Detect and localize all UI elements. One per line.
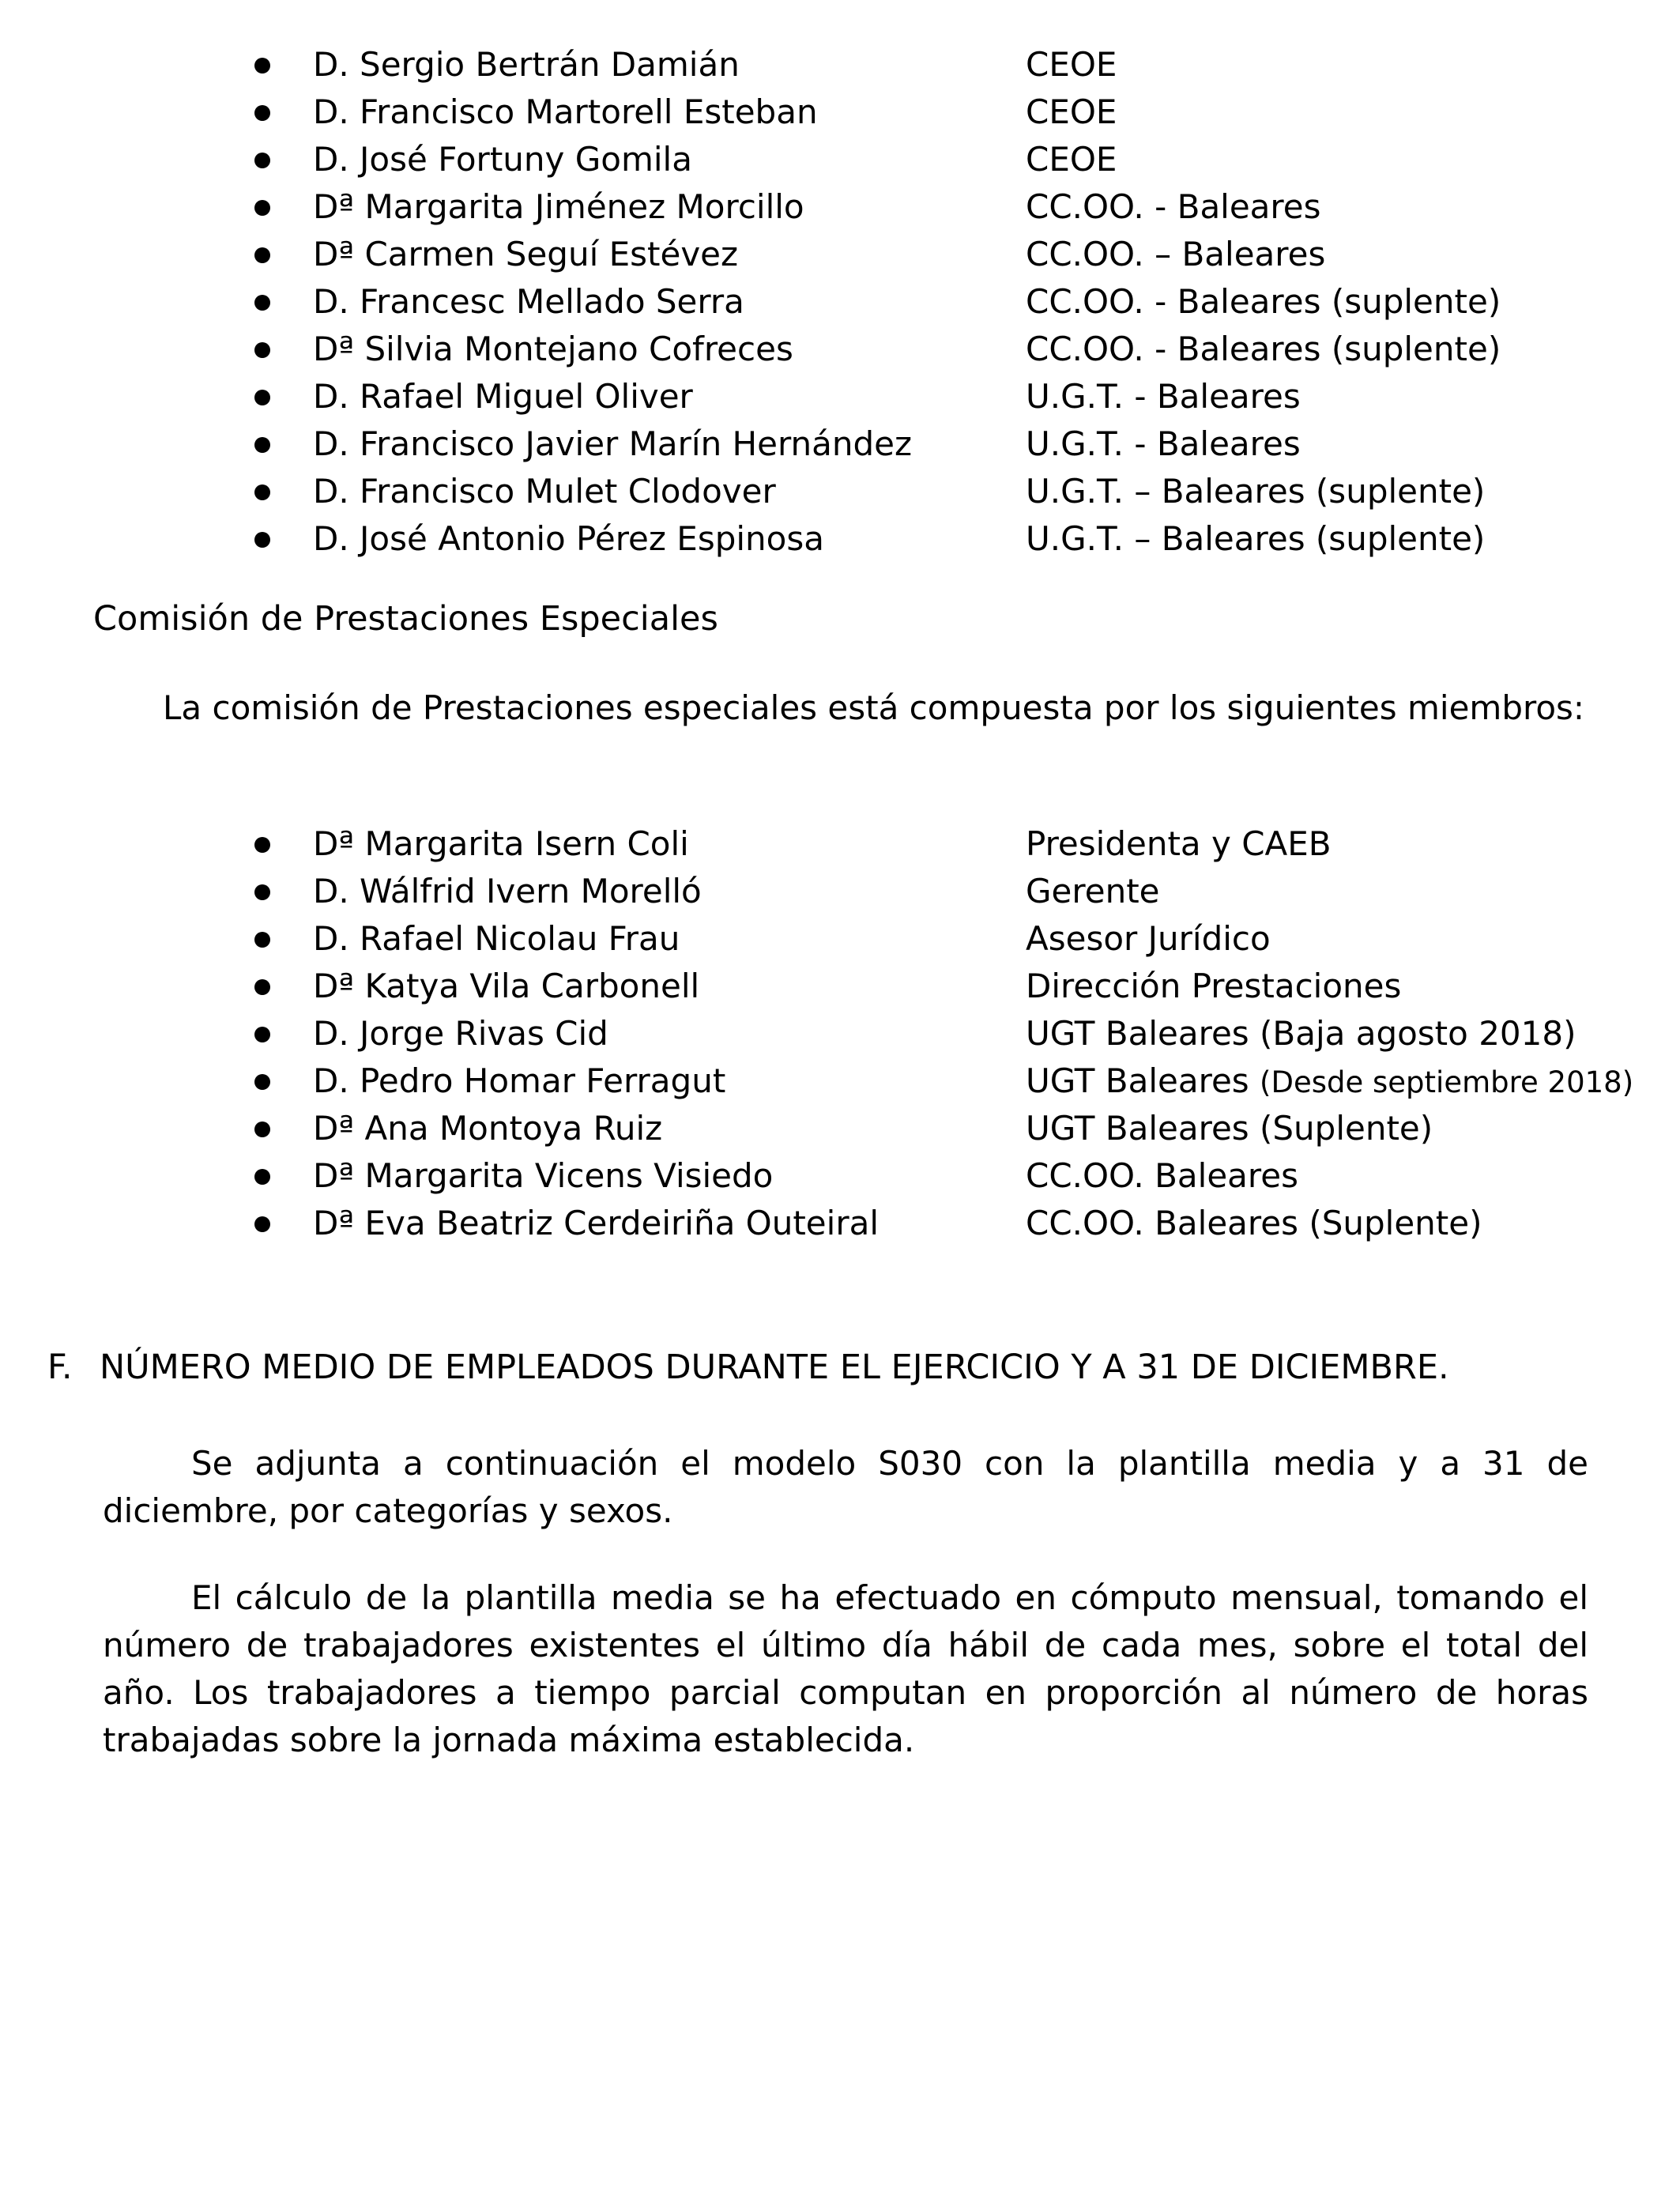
bullet-icon: [254, 342, 270, 358]
bullet-icon: [254, 932, 270, 948]
member-role: UGT Baleares (Suplente): [1026, 1109, 1433, 1148]
member-name: D. Francisco Martorell Esteban: [313, 92, 818, 131]
list-item: [0, 420, 1680, 468]
bullet-icon: [254, 200, 270, 216]
member-name: Dª Margarita Jiménez Morcillo: [313, 187, 804, 226]
first-member-list: [0, 41, 1680, 563]
member-role: CC.OO. Baleares (Suplente): [1026, 1204, 1482, 1242]
member-name: D. Rafael Nicolau Frau: [313, 919, 680, 958]
list-item: [0, 1057, 1680, 1105]
member-name: Dª Ana Montoya Ruiz: [313, 1109, 663, 1148]
list-item: [0, 515, 1680, 563]
list-item: [0, 183, 1680, 231]
member-role: U.G.T. - Baleares: [1026, 424, 1301, 463]
list-item: [0, 868, 1680, 915]
list-item: [0, 1010, 1680, 1057]
member-role: CC.OO. - Baleares (suplente): [1026, 330, 1501, 368]
list-item: [0, 41, 1680, 89]
member-name: D. Pedro Homar Ferragut: [313, 1061, 726, 1100]
list-item: [0, 1152, 1680, 1200]
list-item: [0, 820, 1680, 868]
bullet-icon: [254, 1027, 270, 1042]
bullet-icon: [254, 1216, 270, 1232]
bullet-icon: [254, 884, 270, 900]
bullet-icon: [254, 979, 270, 995]
member-role: Dirección Prestaciones: [1026, 967, 1402, 1005]
section-f-heading-text: NÚMERO MEDIO DE EMPLEADOS DURANTE EL EJERCICIO Y A 31 DE DICIEMBRE.: [100, 1348, 1449, 1387]
bullet-icon: [254, 247, 270, 263]
member-name: D. Sergio Bertrán Damián: [313, 45, 740, 84]
member-role: CEOE: [1026, 92, 1117, 131]
member-name: D. Jorge Rivas Cid: [313, 1014, 608, 1053]
member-role: UGT Baleares (Desde septiembre 2018): [1026, 1061, 1634, 1100]
member-role: U.G.T. – Baleares (suplente): [1026, 519, 1486, 558]
member-role: CC.OO. - Baleares (suplente): [1026, 282, 1501, 321]
member-name: Dª Margarita Vicens Visiedo: [313, 1156, 774, 1195]
list-item: [0, 89, 1680, 136]
list-item: [0, 136, 1680, 183]
special-commission-member-list: [0, 820, 1680, 1247]
member-name: D. José Antonio Pérez Espinosa: [313, 519, 824, 558]
member-role: U.G.T. – Baleares (suplente): [1026, 472, 1486, 511]
member-name: D. Francisco Mulet Clodover: [313, 472, 776, 511]
list-item: [0, 1200, 1680, 1247]
bullet-icon: [254, 105, 270, 121]
member-role: CEOE: [1026, 45, 1117, 84]
bullet-icon: [254, 390, 270, 405]
bullet-icon: [254, 532, 270, 548]
member-role: CEOE: [1026, 140, 1117, 179]
list-item: [0, 231, 1680, 278]
list-item: [0, 468, 1680, 515]
member-name: Dª Margarita Isern Coli: [313, 824, 689, 863]
bullet-icon: [254, 153, 270, 168]
section-f-label: F.: [47, 1348, 73, 1387]
member-name: Dª Katya Vila Carbonell: [313, 967, 700, 1005]
member-role: Presidenta y CAEB: [1026, 824, 1332, 863]
member-role: UGT Baleares (Baja agosto 2018): [1026, 1014, 1576, 1053]
bullet-icon: [254, 58, 270, 74]
bullet-icon: [254, 837, 270, 853]
section-f-title: [47, 1344, 1449, 1391]
list-item: [0, 1105, 1680, 1152]
special-commission-intro: La comisión de Prestaciones especiales está compuesta por los siguientes miembros:: [163, 688, 1585, 727]
bullet-icon: [254, 1169, 270, 1185]
bullet-icon: [254, 295, 270, 311]
list-item: [0, 915, 1680, 963]
member-name: Dª Silvia Montejano Cofreces: [313, 330, 793, 368]
member-role: Asesor Jurídico: [1026, 919, 1271, 958]
list-item: [0, 326, 1680, 373]
member-name: Dª Eva Beatriz Cerdeiriña Outeiral: [313, 1204, 879, 1242]
member-name: Dª Carmen Seguí Estévez: [313, 235, 739, 273]
section-f-paragraph-two: El cálculo de la plantilla media se ha efectuado en cómputo mensual, tomando el número de trabajadores existentes el último día hábil de cada mes, sobre el total del año. Los trabajadores a tiempo parcial computan en proporción al número de horas trabajadas sobre la jornada máxima establecida.: [103, 1578, 1588, 1759]
member-name: D. Francisco Javier Marín Hernández: [313, 424, 913, 463]
list-item: [0, 373, 1680, 420]
member-role: U.G.T. - Baleares: [1026, 377, 1301, 416]
member-name: D. Francesc Mellado Serra: [313, 282, 744, 321]
member-role: CC.OO. - Baleares: [1026, 187, 1321, 226]
member-name: D. José Fortuny Gomila: [313, 140, 692, 179]
list-item: [0, 278, 1680, 326]
member-role: Gerente: [1026, 872, 1160, 910]
bullet-icon: [254, 1074, 270, 1090]
member-role: CC.OO. Baleares: [1026, 1156, 1298, 1195]
bullet-icon: [254, 437, 270, 453]
bullet-icon: [254, 1122, 270, 1137]
section-f-paragraph-one: Se adjunta a continuación el modelo S030 con la plantilla media y a 31 de diciembre, por categorías y sexos.: [103, 1444, 1588, 1530]
list-item: [0, 963, 1680, 1010]
member-role: CC.OO. – Baleares: [1026, 235, 1326, 273]
member-name: D. Wálfrid Ivern Morelló: [313, 872, 702, 910]
special-commission-heading: Comisión de Prestaciones Especiales: [93, 599, 718, 639]
member-name: D. Rafael Miguel Oliver: [313, 377, 693, 416]
bullet-icon: [254, 484, 270, 500]
